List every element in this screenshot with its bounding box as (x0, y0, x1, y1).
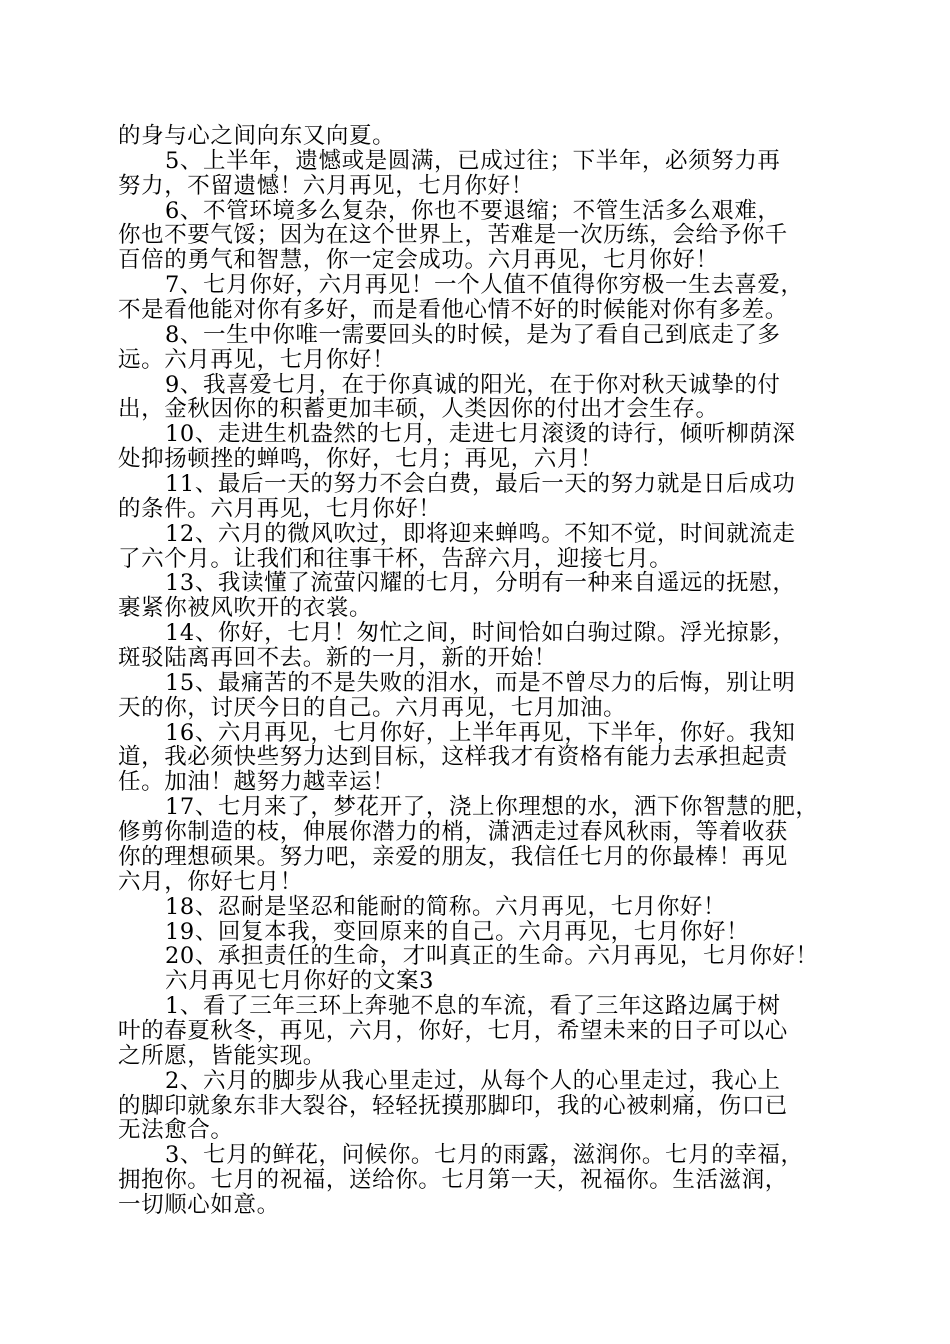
text-line: 六月再见七月你好的文案3 (165, 968, 435, 995)
text-line: 处抑扬顿挫的蝉鸣，你好，七月；再见，六月！ (118, 446, 604, 473)
text-line: 出，金秋因你的积蓄更加丰硕，人类因你的付出才会生存。 (118, 396, 719, 423)
paragraph (118, 373, 838, 423)
text-line: 15、最痛苦的不是失败的泪水，而是不曾尽力的后悔，别让明 (165, 669, 796, 696)
text-line: 任。加油！越努力越幸运！ (118, 769, 396, 796)
paragraph (118, 944, 838, 969)
text-line: 18、忍耐是坚忍和能耐的简称。六月再见，七月你好！ (165, 893, 727, 920)
paragraph (118, 795, 838, 894)
text-line: 6、不管环境多么复杂，你也不要退缩；不管生活多么艰难， (165, 197, 781, 224)
text-line: 的身与心之间向东又向夏。 (118, 123, 396, 149)
paragraph (118, 323, 838, 373)
text-line: 拥抱你。七月的祝福，送给你。七月第一天，祝福你。生活滋润， (118, 1167, 788, 1194)
paragraph (118, 969, 838, 994)
text-line: 斑驳陆离再回不去。新的一月，新的开始！ (118, 645, 557, 672)
paragraph (118, 920, 838, 945)
text-line: 努力，不留遗憾！六月再见，七月你好！ (118, 172, 534, 199)
text-line: 9、我喜爱七月，在于你真诚的阳光，在于你对秋天诚挚的付 (165, 371, 781, 398)
text-line: 天的你，讨厌今日的自己。六月再见，七月加油。 (118, 694, 627, 721)
paragraph (118, 721, 838, 796)
text-line: 无法愈合。 (118, 1117, 234, 1144)
paragraph (118, 199, 838, 274)
text-line: 17、七月来了，梦花开了，浇上你理想的水，洒下你智慧的肥， (165, 794, 819, 821)
paragraph (118, 1143, 838, 1218)
paragraph (118, 621, 838, 671)
text-line: 8、一生中你唯一需要回头的时候，是为了看自己到底走了多 (165, 321, 781, 348)
text-line: 之所愿，皆能实现。 (118, 1042, 326, 1069)
text-line: 3、七月的鲜花，问候你。七月的雨露，滋润你。七月的幸福， (165, 1142, 804, 1169)
text-line: 14、你好，七月！匆忙之间，时间恰如白驹过隙。浮光掠影， (165, 620, 796, 647)
text-line: 一切顺心如意。 (118, 1191, 280, 1218)
text-line: 5、上半年，遗憾或是圆满，已成过往；下半年，必须努力再 (165, 147, 781, 174)
text-line: 10、走进生机盎然的七月，走进七月滚烫的诗行，倾听柳荫深 (165, 421, 796, 448)
text-line: 了六个月。让我们和往事干杯，告辞六月，迎接七月。 (118, 545, 673, 572)
paragraph (118, 571, 838, 621)
text-line: 你也不要气馁；因为在这个世界上，苦难是一次历练，会给予你千 (118, 222, 788, 249)
text-line: 2、六月的脚步从我心里走过，从每个人的心里走过，我心上 (165, 1067, 781, 1094)
text-line: 7、七月你好，六月再见！一个人值不值得你穷极一生去喜爱， (165, 272, 804, 299)
text-line: 修剪你制造的枝，伸展你潜力的梢，潇洒走过春风秋雨，等着收获 (118, 819, 788, 846)
paragraph (118, 522, 838, 572)
text-line: 13、我读懂了流萤闪耀的七月，分明有一种来自遥远的抚慰， (165, 570, 796, 597)
text-line: 19、回复本我，变回原来的自己。六月再见，七月你好！ (165, 918, 750, 945)
text-line: 百倍的勇气和智慧，你一定会成功。六月再见，七月你好！ (118, 247, 719, 274)
text-line: 道，我必须快些努力达到目标，这样我才有资格有能力去承担起责 (118, 744, 788, 771)
text-line: 的条件。六月再见，七月你好！ (118, 495, 442, 522)
text-line: 叶的春夏秋冬，再见，六月，你好，七月，希望未来的日子可以心 (118, 1017, 788, 1044)
text-line: 不是看他能对你有多好，而是看他心情不好的时候能对你有多差。 (118, 297, 788, 324)
paragraph (118, 671, 838, 721)
document-body (118, 124, 838, 1218)
text-line: 你的理想硕果。努力吧，亲爱的朋友，我信任七月的你最棒！再见 (118, 843, 788, 870)
paragraph (118, 273, 838, 323)
paragraph (118, 1069, 838, 1144)
text-line: 裹紧你被风吹开的衣裳。 (118, 595, 373, 622)
text-line: 12、六月的微风吹过，即将迎来蝉鸣。不知不觉，时间就流走 (165, 520, 796, 547)
text-line: 远。六月再见，七月你好！ (118, 346, 396, 373)
text-line: 六月，你好七月！ (118, 868, 303, 895)
paragraph (118, 149, 838, 199)
paragraph (118, 124, 838, 149)
paragraph (118, 994, 838, 1069)
text-line: 1、看了三年三环上奔驰不息的车流，看了三年这路边属于树 (165, 993, 781, 1020)
paragraph (118, 422, 838, 472)
text-line: 16、六月再见，七月你好，上半年再见，下半年，你好。我知 (165, 719, 796, 746)
text-line: 11、最后一天的努力不会白费，最后一天的努力就是日后成功 (165, 471, 796, 498)
text-line: 20、承担责任的生命，才叫真正的生命。六月再见，七月你好！ (165, 943, 819, 970)
paragraph (118, 472, 838, 522)
text-line: 的脚印就象东非大裂谷，轻轻抚摸那脚印，我的心被刺痛，伤口已 (118, 1092, 788, 1119)
paragraph (118, 895, 838, 920)
